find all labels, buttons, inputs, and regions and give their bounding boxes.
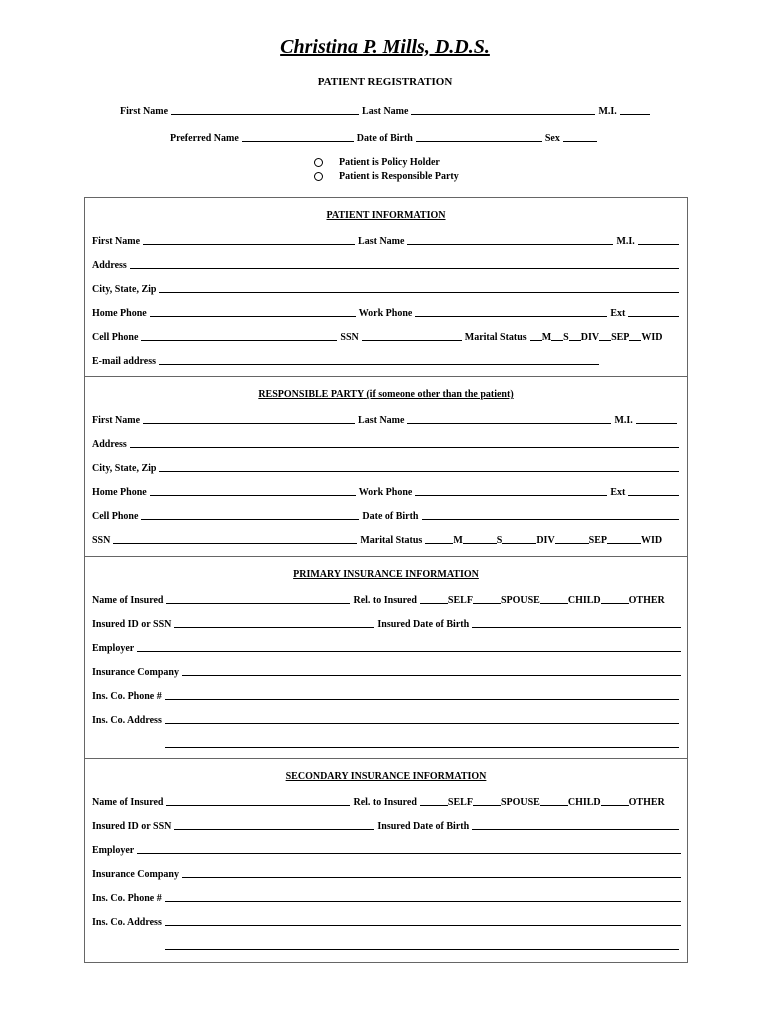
pri-name-insured-label: Name of Insured — [92, 595, 164, 606]
patient-cell-phone-label: Cell Phone — [92, 332, 139, 343]
resp-marital-label: Marital Status — [360, 535, 423, 546]
resp-home-phone-label: Home Phone — [92, 487, 147, 498]
responsible-phone-row — [89, 484, 679, 498]
responsible-section-title — [85, 389, 687, 400]
sec-insured-dob-label: Insured Date of Birth — [377, 821, 470, 832]
policy-holder-label: Patient is Policy Holder — [339, 157, 440, 168]
patient-ext-field[interactable] — [628, 306, 679, 317]
first-name-label: First Name — [120, 106, 169, 117]
sec-address-label: Ins. Co. Address — [92, 917, 162, 928]
patient-cell-phone-field[interactable] — [141, 330, 337, 341]
responsible-cell-row — [89, 508, 679, 522]
patient-first-name-label: First Name — [92, 236, 141, 247]
primary-company-row — [89, 664, 681, 678]
sec-address-field-2[interactable] — [165, 939, 679, 950]
responsible-party-label: Patient is Responsible Party — [339, 171, 459, 182]
resp-ssn-field[interactable] — [113, 533, 357, 544]
responsible-title-text: RESPONSIBLE PARTY — [258, 389, 364, 400]
pri-spouse-label: SPOUSE — [500, 595, 540, 606]
sec-phone-field[interactable] — [165, 891, 681, 902]
pri-address-field[interactable] — [165, 713, 679, 724]
patient-city-row — [89, 281, 679, 295]
sec-insured-id-field[interactable] — [174, 819, 374, 830]
resp-m-label: M — [453, 535, 463, 546]
pri-child-label: CHILD — [567, 595, 601, 606]
primary-phone-row — [89, 688, 679, 702]
responsible-title-note: (if someone other than the patient) — [366, 389, 514, 400]
patient-information-section — [84, 197, 688, 377]
resp-address-label: Address — [92, 439, 127, 450]
resp-s-field[interactable] — [463, 533, 497, 544]
resp-home-phone-field[interactable] — [150, 485, 356, 496]
mi-field[interactable] — [620, 104, 650, 115]
patient-wid-label: WID — [641, 332, 663, 343]
policy-holder-radio[interactable] — [314, 158, 323, 167]
responsible-ssn-row — [89, 532, 679, 546]
resp-s-label: S — [496, 535, 503, 546]
responsible-party-section — [84, 376, 688, 557]
sec-name-insured-field[interactable] — [166, 795, 350, 806]
patient-last-name-field[interactable] — [407, 234, 613, 245]
pri-company-label: Insurance Company — [92, 667, 179, 678]
resp-ext-field[interactable] — [628, 485, 679, 496]
primary-employer-row — [89, 640, 681, 654]
sec-insured-dob-field[interactable] — [472, 819, 679, 830]
pri-insured-id-field[interactable] — [174, 617, 374, 628]
sec-child-label: CHILD — [567, 797, 601, 808]
patient-address-row — [89, 257, 679, 271]
patient-email-label: E-mail address — [92, 356, 156, 367]
pri-rel-label: Rel. to Insured — [353, 595, 417, 606]
pri-insured-dob-field[interactable] — [472, 617, 681, 628]
sec-company-label: Insurance Company — [92, 869, 179, 880]
practice-title: Christina P. Mills, D.D.S. — [280, 36, 490, 58]
pri-phone-field[interactable] — [165, 689, 679, 700]
top-preferred-row — [167, 130, 607, 144]
patient-work-phone-label: Work Phone — [358, 308, 413, 319]
patient-email-field[interactable] — [159, 354, 599, 365]
patient-name-row — [89, 233, 679, 247]
resp-cell-phone-label: Cell Phone — [92, 511, 139, 522]
resp-sep-field[interactable] — [555, 533, 589, 544]
sec-phone-label: Ins. Co. Phone # — [92, 893, 162, 904]
pri-self-label: SELF — [447, 595, 473, 606]
dob-field[interactable] — [416, 131, 542, 142]
secondary-insurance-section — [84, 758, 688, 963]
resp-dob-field[interactable] — [422, 509, 680, 520]
sec-name-insured-label: Name of Insured — [92, 797, 164, 808]
first-name-field[interactable] — [171, 104, 359, 115]
resp-work-phone-field[interactable] — [415, 485, 607, 496]
primary-address-row — [89, 712, 679, 726]
sec-employer-label: Employer — [92, 845, 135, 856]
patient-cell-row — [89, 329, 679, 343]
resp-wid-label: WID — [641, 535, 663, 546]
secondary-insured-row — [89, 794, 681, 808]
resp-div-label: DIV — [536, 535, 555, 546]
dob-label: Date of Birth — [356, 133, 413, 144]
secondary-address-row — [89, 914, 681, 928]
patient-s-field[interactable] — [551, 330, 563, 341]
resp-div-field[interactable] — [502, 533, 536, 544]
pri-other-field[interactable] — [601, 593, 629, 604]
patient-address-label: Address — [92, 260, 127, 271]
patient-city-label: City, State, Zip — [92, 284, 157, 295]
pri-phone-label: Ins. Co. Phone # — [92, 691, 162, 702]
last-name-field[interactable] — [411, 104, 595, 115]
patient-section-title: PATIENT INFORMATION — [326, 210, 446, 221]
resp-ext-label: Ext — [610, 487, 626, 498]
patient-m-field[interactable] — [530, 330, 542, 341]
patient-ssn-label: SSN — [340, 332, 359, 343]
patient-wid-field[interactable] — [629, 330, 641, 341]
resp-sep-label: SEP — [588, 535, 608, 546]
secondary-id-row — [89, 818, 679, 832]
patient-sep-label: SEP — [611, 332, 630, 343]
patient-marital-label: Marital Status — [464, 332, 527, 343]
patient-div-label: DIV — [580, 332, 600, 343]
resp-dob-label: Date of Birth — [362, 511, 419, 522]
policy-holder-option[interactable] — [314, 157, 440, 168]
sec-address-field[interactable] — [165, 915, 681, 926]
resp-first-name-field[interactable] — [143, 413, 355, 424]
secondary-company-row — [89, 866, 681, 880]
patient-city-field[interactable] — [159, 282, 679, 293]
sex-label: Sex — [544, 133, 560, 144]
pri-child-field[interactable] — [540, 593, 568, 604]
preferred-name-label: Preferred Name — [170, 133, 239, 144]
resp-first-name-label: First Name — [92, 415, 141, 426]
sec-insured-id-label: Insured ID or SSN — [92, 821, 172, 832]
pri-spouse-field[interactable] — [473, 593, 501, 604]
primary-insurance-section — [84, 556, 688, 759]
preferred-name-field[interactable] — [242, 131, 354, 142]
sec-employer-field[interactable] — [137, 843, 681, 854]
pri-name-insured-field[interactable] — [166, 593, 350, 604]
primary-id-row — [89, 616, 681, 630]
pri-company-field[interactable] — [182, 665, 681, 676]
resp-last-name-field[interactable] — [407, 413, 611, 424]
sec-self-label: SELF — [447, 797, 473, 808]
patient-home-phone-label: Home Phone — [92, 308, 147, 319]
patient-email-row — [89, 353, 599, 367]
responsible-name-row — [89, 412, 677, 426]
responsible-address-row — [89, 436, 679, 450]
resp-cell-phone-field[interactable] — [141, 509, 359, 520]
primary-address-line2 — [165, 736, 679, 750]
secondary-employer-row — [89, 842, 681, 856]
patient-sep-field[interactable] — [599, 330, 611, 341]
resp-wid-field[interactable] — [607, 533, 641, 544]
sec-child-field[interactable] — [540, 795, 568, 806]
patient-mi-label: M.I. — [616, 236, 635, 247]
patient-phone-row — [89, 305, 679, 319]
sec-other-field[interactable] — [601, 795, 629, 806]
resp-m-field[interactable] — [425, 533, 453, 544]
primary-insured-row — [89, 592, 681, 606]
pri-address-label: Ins. Co. Address — [92, 715, 162, 726]
patient-ext-label: Ext — [610, 308, 626, 319]
secondary-address-line2 — [165, 938, 679, 952]
patient-last-name-label: Last Name — [358, 236, 405, 247]
pri-employer-label: Employer — [92, 643, 135, 654]
resp-work-phone-label: Work Phone — [358, 487, 413, 498]
resp-last-name-label: Last Name — [358, 415, 405, 426]
resp-mi-field[interactable] — [636, 413, 677, 424]
patient-work-phone-field[interactable] — [415, 306, 607, 317]
responsible-city-row — [89, 460, 679, 474]
pri-address-field-2[interactable] — [165, 737, 679, 748]
patient-address-field[interactable] — [130, 258, 679, 269]
sec-self-field[interactable] — [420, 795, 448, 806]
patient-ssn-field[interactable] — [362, 330, 462, 341]
secondary-phone-row — [89, 890, 681, 904]
last-name-label: Last Name — [362, 106, 409, 117]
sec-other-label: OTHER — [628, 797, 665, 808]
secondary-section-title: SECONDARY INSURANCE INFORMATION — [285, 771, 487, 782]
mi-label: M.I. — [598, 106, 617, 117]
sec-spouse-label: SPOUSE — [500, 797, 540, 808]
pri-employer-field[interactable] — [137, 641, 681, 652]
patient-first-name-field[interactable] — [143, 234, 355, 245]
sec-spouse-field[interactable] — [473, 795, 501, 806]
sec-company-field[interactable] — [182, 867, 681, 878]
resp-address-field[interactable] — [130, 437, 679, 448]
patient-div-field[interactable] — [569, 330, 581, 341]
pri-self-field[interactable] — [420, 593, 448, 604]
pri-insured-dob-label: Insured Date of Birth — [377, 619, 470, 630]
responsible-party-radio[interactable] — [314, 172, 323, 181]
pri-other-label: OTHER — [628, 595, 665, 606]
patient-mi-field[interactable] — [638, 234, 679, 245]
pri-insured-id-label: Insured ID or SSN — [92, 619, 172, 630]
resp-city-field[interactable] — [159, 461, 679, 472]
patient-s-label: S — [563, 332, 569, 343]
patient-home-phone-field[interactable] — [150, 306, 356, 317]
primary-section-title: PRIMARY INSURANCE INFORMATION — [293, 569, 479, 580]
patient-m-label: M — [541, 332, 552, 343]
responsible-party-option[interactable] — [314, 171, 459, 182]
resp-ssn-label: SSN — [92, 535, 111, 546]
form-title: PATIENT REGISTRATION — [317, 76, 453, 88]
sec-rel-label: Rel. to Insured — [353, 797, 417, 808]
top-name-row — [117, 103, 652, 117]
sex-field[interactable] — [563, 131, 597, 142]
resp-mi-label: M.I. — [614, 415, 633, 426]
resp-city-label: City, State, Zip — [92, 463, 157, 474]
